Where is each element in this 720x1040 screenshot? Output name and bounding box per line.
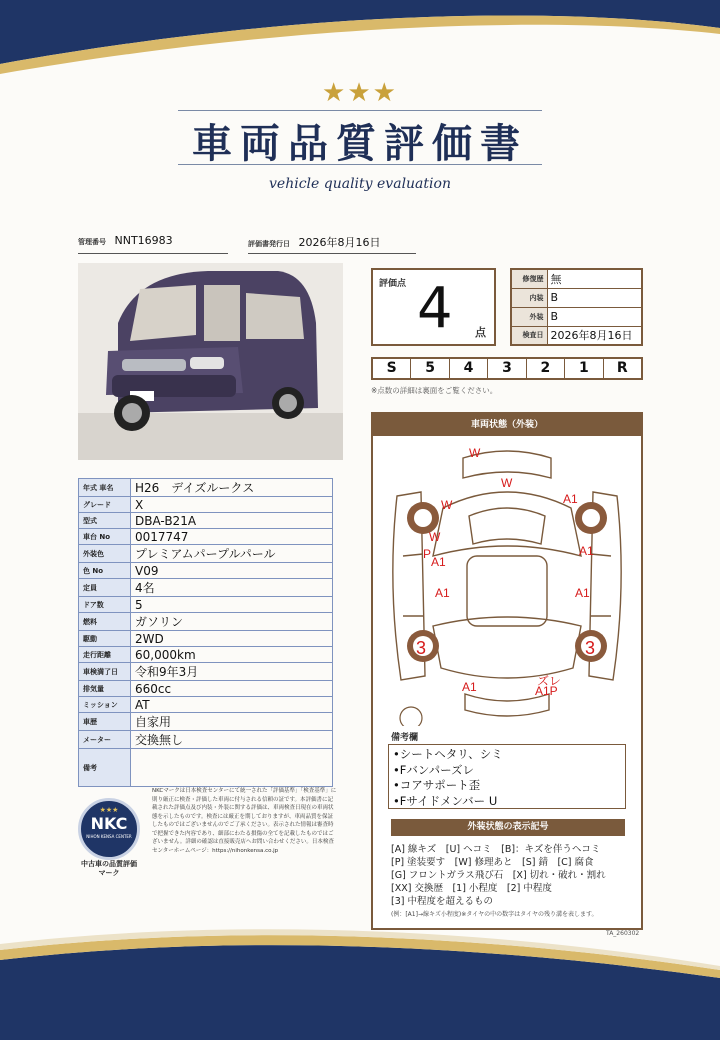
- rating-stars: ★★★: [322, 78, 398, 108]
- evaluation-score-box: [371, 268, 496, 346]
- score-label: 評価点: [379, 279, 407, 289]
- spec-row: [79, 579, 333, 597]
- spec-value: プレミアムパープルパール: [131, 545, 333, 563]
- spec-key: ミッション: [79, 697, 131, 713]
- spec-row: [79, 731, 333, 749]
- spec-value: H26 デイズルークス: [131, 479, 333, 497]
- damage-mark: A1: [431, 555, 446, 569]
- spec-row: [79, 529, 333, 545]
- management-number-label: 管理番号: [78, 238, 106, 246]
- damage-mark: W: [469, 446, 481, 460]
- damage-mark: A1: [435, 586, 450, 600]
- score-value: 4: [417, 276, 453, 341]
- spec-value: 4名: [131, 579, 333, 597]
- nkc-logo: [78, 798, 140, 860]
- damage-mark: A1: [579, 544, 594, 558]
- spec-value: AT: [131, 697, 333, 713]
- spec-key: 走行距離: [79, 647, 131, 663]
- spec-key: 外装色: [79, 545, 131, 563]
- grade-scale-item: 1: [565, 359, 603, 378]
- scale-note: ※点数の詳細は裏面をご覧ください。: [371, 386, 498, 395]
- spec-value: 5: [131, 597, 333, 613]
- legend-line: [XX] 交換歴 [1] 小程度 [2] 中程度: [391, 883, 552, 894]
- grade-scale-item: S: [373, 359, 411, 378]
- spec-value: 2WD: [131, 631, 333, 647]
- spec-key: メーター: [79, 731, 131, 749]
- nkc-description: NKCマークは日本検査センターにて統一された「評価基準」「検査基準」に則り厳正に検査・評価した車両に付与される信頼の証です。本評価書に記載された評価点及び内装・外装に関する評価は、車両検査日現在の車両状態を示したものです。検査には厳正を期しておりますが、車両品質を保証したものではございませんのでご了承ください。表示された情報は審査時で把握できた内容であり、細部にわたる損傷の全てを記載したものではございません。詳細の確認は直接販売店へお問い合わせください。日本検査センターホームページ：https://nihonkensa.co.jp: [152, 788, 337, 854]
- damage-legend: [391, 843, 631, 921]
- grade-scale-item: 3: [488, 359, 526, 378]
- condition-row: [511, 288, 642, 307]
- spec-key: 色 No: [79, 563, 131, 579]
- panel-title: 車両状態（外装）: [373, 414, 641, 436]
- remark-line: •Fサイドメンバー U: [393, 793, 498, 808]
- exterior-condition-panel: [371, 412, 643, 930]
- damage-mark: A1P: [535, 684, 558, 698]
- condition-row: [511, 307, 642, 326]
- spec-row: [79, 563, 333, 579]
- remark-line: •コアサポート歪: [393, 778, 481, 792]
- issue-date-label: 評価書発行日: [248, 240, 290, 248]
- spec-key: 車歴: [79, 713, 131, 731]
- legend-note: (例：[A1]→線キズ小程度)※タイヤの中の数字はタイヤの残り溝を表します。: [391, 911, 598, 918]
- damage-mark: P: [423, 547, 432, 561]
- spec-value: ガソリン: [131, 613, 333, 631]
- remarks-box: [388, 744, 626, 809]
- damage-mark: A1: [563, 492, 578, 506]
- nkc-logo-text: NKC: [90, 814, 128, 833]
- condition-row: [511, 269, 642, 288]
- spec-key: 燃料: [79, 613, 131, 631]
- condition-table: [510, 268, 643, 346]
- spec-key: グレード: [79, 497, 131, 513]
- condition-key: 内装: [511, 288, 547, 307]
- condition-value: B: [547, 288, 642, 307]
- damage-mark: A1: [575, 586, 590, 600]
- damage-mark: W: [441, 498, 453, 512]
- damage-mark: W: [501, 476, 513, 490]
- spec-row: [79, 647, 333, 663]
- issue-date: [248, 234, 416, 254]
- nkc-caption: 中古車の品質評価マーク: [81, 860, 137, 877]
- legend-line: [P] 塗装要す [W] 修理あと [S] 錆 [C] 腐食: [391, 857, 594, 868]
- spec-value: 自家用: [131, 713, 333, 731]
- remark-line: •シートヘタリ、シミ: [393, 747, 503, 761]
- title-rule-bottom: [178, 164, 542, 165]
- spec-row-notes: [79, 749, 333, 787]
- legend-line: [A] 線キズ [U] ヘコミ [B]：キズを伴うヘコミ: [391, 844, 601, 855]
- score-unit: 点: [475, 326, 486, 339]
- spec-value: 0017747: [131, 529, 333, 545]
- damage-mark: ズレ: [537, 674, 562, 688]
- spec-key: 年式 車名: [79, 479, 131, 497]
- nkc-stars: ★★★: [99, 806, 119, 814]
- damage-mark: A1: [462, 680, 477, 694]
- spec-row: [79, 479, 333, 497]
- damage-mark: W: [429, 530, 441, 544]
- spec-value: DBA-B21A: [131, 513, 333, 529]
- spec-value: 660cc: [131, 681, 333, 697]
- spec-row: [79, 713, 333, 731]
- management-number: [78, 234, 228, 254]
- remarks-label: 備考欄: [391, 733, 419, 743]
- spec-row: [79, 497, 333, 513]
- spec-key: 定員: [79, 579, 131, 597]
- spec-value: 交換無し: [131, 731, 333, 749]
- spec-row: [79, 631, 333, 647]
- spec-key: 型式: [79, 513, 131, 529]
- car-damage-diagram: [373, 436, 641, 726]
- legend-line: [3] 中程度を超えるもの: [391, 896, 493, 907]
- grade-scale-item: 2: [527, 359, 565, 378]
- spec-key: ドア数: [79, 597, 131, 613]
- grade-scale-item: 5: [411, 359, 449, 378]
- spec-row: [79, 613, 333, 631]
- spec-key: 車台 No: [79, 529, 131, 545]
- spec-value: 令和9年3月: [131, 663, 333, 681]
- grade-scale-item: 4: [450, 359, 488, 378]
- legend-line: [G] フロントガラス飛び石 [X] 切れ・破れ・割れ: [391, 870, 606, 881]
- condition-value: B: [547, 307, 642, 326]
- vehicle-spec-table: [78, 478, 333, 787]
- spec-key: 車検満了日: [79, 663, 131, 681]
- condition-row: [511, 326, 642, 345]
- issue-date-value: 2026年8月16日: [298, 236, 381, 249]
- condition-key: 修復歴: [511, 269, 547, 288]
- page-subtitle: vehicle quality evaluation: [269, 176, 451, 192]
- remark-line: •Fバンパーズレ: [393, 762, 475, 777]
- spec-value: X: [131, 497, 333, 513]
- nkc-logo-sub: NIHON KENSA CENTER: [86, 834, 132, 839]
- rear-right-tire-depth: 3: [585, 638, 596, 658]
- spec-key: 駆動: [79, 631, 131, 647]
- grade-scale-item: R: [604, 359, 641, 378]
- spec-row: [79, 597, 333, 613]
- condition-key: 外装: [511, 307, 547, 326]
- spec-row: [79, 663, 333, 681]
- management-number-value: NNT16983: [114, 234, 173, 247]
- grade-scale: [371, 357, 643, 380]
- spec-row: [79, 681, 333, 697]
- spec-row: [79, 697, 333, 713]
- spec-key: 排気量: [79, 681, 131, 697]
- spec-value: [131, 749, 333, 787]
- condition-key: 検査日: [511, 326, 547, 345]
- spec-value: 60,000km: [131, 647, 333, 663]
- rear-left-tire-depth: 3: [416, 638, 427, 658]
- page-title: 車両品質評価書: [192, 120, 528, 167]
- document-code: TA_260302: [606, 930, 640, 937]
- title-rule-top: [178, 110, 542, 111]
- condition-value: 無: [547, 269, 642, 288]
- spec-value: V09: [131, 563, 333, 579]
- spec-row: [79, 513, 333, 529]
- legend-title: 外装状態の表示記号: [391, 819, 625, 836]
- spec-key: 備考: [79, 749, 131, 787]
- condition-value: 2026年8月16日: [547, 326, 642, 345]
- vehicle-photo: [78, 263, 343, 460]
- spec-row: [79, 545, 333, 563]
